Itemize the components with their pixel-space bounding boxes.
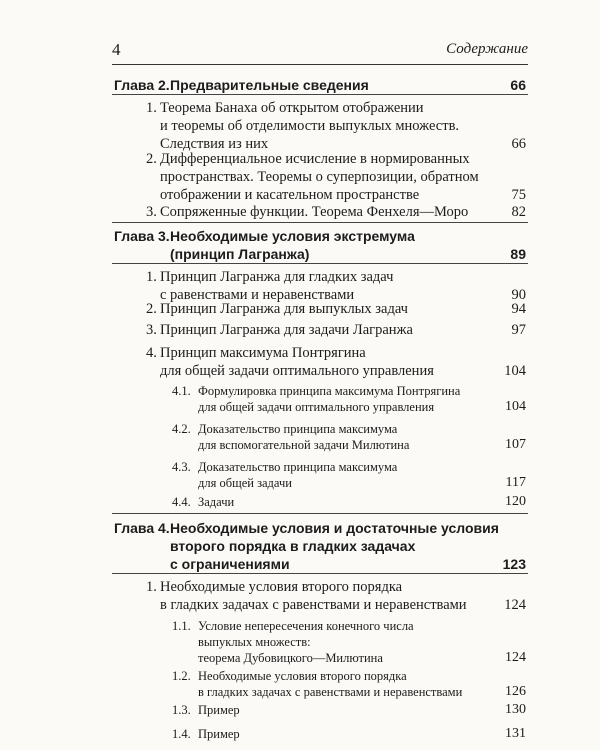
toc-section[interactable]: 3. Принцип Лагранжа для задачи Лагранжа 97 [146,322,526,338]
chapter-2-entry[interactable] [112,76,528,94]
toc-subsection[interactable]: 1.1. Условие непересечения конечного числа выпуклых множеств: теорема Дубовицкого—Милютина 124 [172,619,526,665]
toc-section[interactable]: 2. Принцип Лагранжа для выпуклых задач 94 [146,301,526,317]
chapter-label: Глава 3. [114,228,170,244]
chapter-label: Глава 4. [114,520,170,536]
chapter-4-entry[interactable] [112,519,528,573]
toc-subsection[interactable]: 4.3. Доказательство принципа максимума для общей задачи 117 [172,460,526,490]
chapter-title: Необходимые условия экстремума (принцип Лагранжа) [170,228,415,262]
chapter-page: 89 [510,246,526,262]
subsection-title: Доказательство принципа максимума для вспомогательной задачи Милютина [198,422,410,452]
subsection-page: 124 [505,650,526,665]
toc-section[interactable]: 4. Принцип максимума Понтрягина для общей задачи оптимального управления 104 [146,345,526,379]
toc-subsection[interactable]: 1.4. Пример 131 [172,726,526,741]
section-title: Теорема Банаха об открытом отображении и теоремы об отделимости выпуклых множеств. Следствия из них [160,100,460,152]
subsection-title: Задачи [198,495,235,509]
section-page: 82 [511,204,526,220]
section-title: Необходимые условия второго порядка в гладких задачах с равенствами и неравенствами [160,579,467,613]
subsection-title: Необходимые условия второго порядка в гладких задачах с равенствами и неравенствами [198,669,463,699]
subsection-title: Доказательство принципа максимума для общей задачи [198,460,398,490]
subsection-page: 104 [505,399,526,414]
chapter-divider [112,263,528,264]
chapter-title: Необходимые условия и достаточные условия второго порядка в гладких задачах с ограничениями [170,520,499,572]
section-page: 66 [511,136,526,152]
section-page: 90 [511,287,526,303]
subsection-page: 117 [505,475,526,490]
subsection-page: 131 [505,726,526,741]
running-title: Содержание [446,41,528,57]
section-page: 75 [511,187,526,203]
toc-section[interactable]: 1. Принцип Лагранжа для гладких задач с равенствами и неравенствами 90 [146,269,526,303]
toc-subsection[interactable]: 4.4. Задачи 120 [172,494,526,509]
toc-section[interactable]: 2. Дифференциальное исчисление в нормированных пространствах. Теоремы о суперпозиции, обратном отображении и касательном пространстве 75 [146,151,526,203]
chapter-divider [112,513,528,514]
subsection-title: Формулировка принципа максимума Понтрягина для общей задачи оптимального управления [198,384,461,414]
header-divider [112,64,528,65]
chapter-divider [112,573,528,574]
subsection-page: 120 [505,494,526,509]
toc-subsection[interactable]: 1.2. Необходимые условия второго порядка в гладких задачах с равенствами и неравенствами 126 [172,669,526,699]
toc-subsection[interactable]: 4.1. Формулировка принципа максимума Понтрягина для общей задачи оптимального управления 104 [172,384,526,414]
chapter-divider [112,94,528,95]
section-title: Принцип Лагранжа для задачи Лагранжа [160,322,413,338]
chapter-title: Предварительные сведения [170,77,369,93]
chapter-3-entry[interactable] [112,227,528,263]
subsection-page: 107 [505,437,526,452]
chapter-page: 66 [510,77,526,93]
toc-subsection[interactable]: 1.3. Пример 130 [172,702,526,717]
section-title: Принцип максимума Понтрягина для общей задачи оптимального управления [160,345,434,379]
section-title: Принцип Лагранжа для выпуклых задач [160,301,408,317]
chapter-page: 123 [502,556,526,572]
toc-section[interactable]: 3. Сопряженные функции. Теорема Фенхеля—Моро 82 [146,204,526,220]
subsection-page: 126 [505,684,526,699]
section-title: Принцип Лагранжа для гладких задач с равенствами и неравенствами [160,269,394,303]
section-page: 97 [511,322,526,338]
subsection-page: 130 [505,702,526,717]
section-title: Дифференциальное исчисление в нормированных пространствах. Теоремы о суперпозиции, обратном отображении и касательном пространстве [160,151,479,203]
section-page: 94 [511,301,526,317]
subsection-title: Пример [198,727,240,741]
toc-section[interactable]: 1. Необходимые условия второго порядка в гладких задачах с равенствами и неравенствами 124 [146,579,526,613]
section-page: 104 [504,363,526,379]
subsection-title: Пример [198,703,240,717]
toc-section[interactable]: 1. Теорема Банаха об открытом отображении и теоремы об отделимости выпуклых множеств. Следствия из них 66 [146,100,526,152]
section-title: Сопряженные функции. Теорема Фенхеля—Моро [160,204,469,220]
page-number: 4 [112,40,121,59]
chapter-label: Глава 2. [114,77,170,93]
chapter-divider [112,222,528,223]
section-page: 124 [504,597,526,613]
toc-subsection[interactable]: 4.2. Доказательство принципа максимума для вспомогательной задачи Милютина 107 [172,422,526,452]
subsection-title: Условие непересечения конечного числа выпуклых множеств: теорема Дубовицкого—Милютина [198,619,414,665]
